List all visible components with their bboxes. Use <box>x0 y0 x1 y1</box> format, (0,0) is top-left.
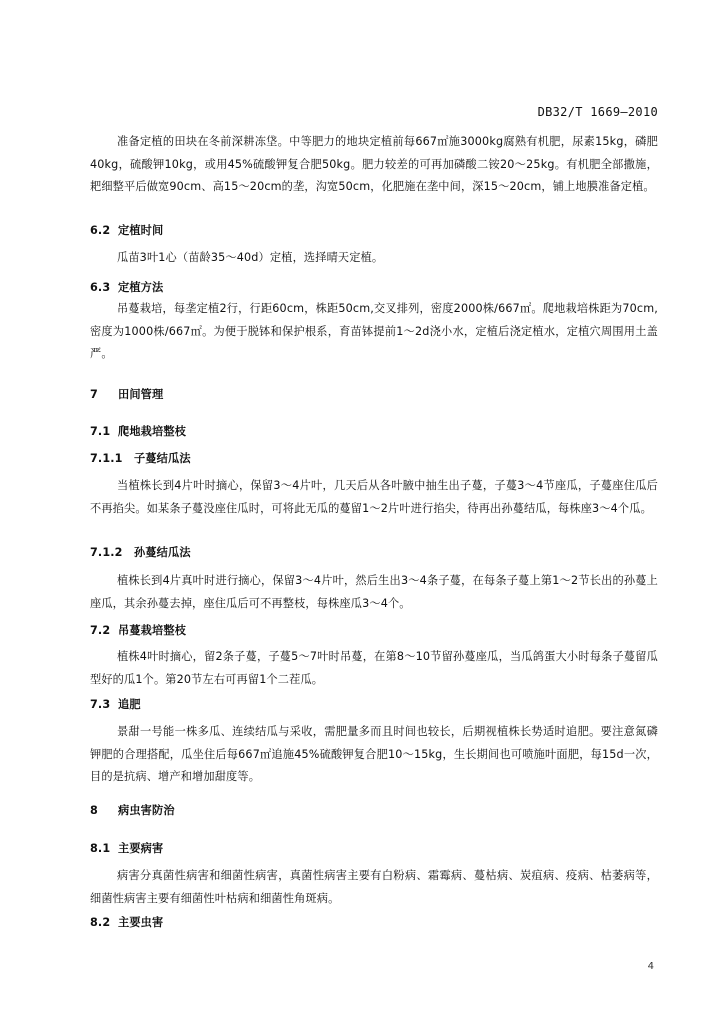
section-title: 田间管理 <box>118 388 164 401</box>
section-title: 吊蔓栽培整枝 <box>118 624 187 637</box>
page-number: 4 <box>647 961 654 972</box>
section-title: 病虫害防治 <box>118 804 175 817</box>
section-heading-6-3 <box>90 280 163 296</box>
section-number: 7.3 <box>90 698 111 711</box>
section-title: 定植方法 <box>118 281 164 294</box>
section-heading-7-3 <box>90 697 141 713</box>
standard-code: DB32/T 1669—2010 <box>537 105 658 119</box>
section-number: 6.3 <box>90 281 111 294</box>
section-number: 8.2 <box>90 916 111 929</box>
paragraph-child-vine-method: 当植株长到4片叶时摘心，保留3～4片叶，几天后从各叶腋中抽生出子蔓，子蔓3～4节座瓜，子蔓座住瓜后不再掐尖。如某条子蔓没座住瓜时，可将此无瓜的蔓留1～2片叶进行掐尖，待再出孙蔓结瓜，每株座3～4个瓜。 <box>90 479 658 515</box>
section-title: 孙蔓结瓜法 <box>134 546 191 559</box>
chapter-heading-7 <box>90 387 163 403</box>
section-number: 7 <box>90 388 98 401</box>
section-heading-6-2 <box>90 223 163 239</box>
section-heading-7-2 <box>90 623 186 639</box>
section-heading-8-1 <box>90 841 163 857</box>
section-heading-7-1-2 <box>90 545 191 561</box>
paragraph-planting-time: 瓜苗3叶1心（苗龄35～40d）定植，选择晴天定植。 <box>117 251 384 264</box>
section-number: 7.1 <box>90 425 111 438</box>
section-title: 追肥 <box>118 698 141 711</box>
section-number: 6.2 <box>90 224 111 237</box>
paragraph-hanging-vine-pruning: 植株4叶时摘心，留2条子蔓，子蔓5～7叶时吊蔓，在第8～10节留孙蔓座瓜，当瓜鸽蛋大小时每条子蔓留瓜型好的瓜1个。第20节左右可再留1个二茬瓜。 <box>90 650 658 686</box>
paragraph-top-dressing: 景甜一号能一株多瓜、连续结瓜与采收，需肥量多而且时间也较长，后期视植株长势适时追肥。要注意氮磷钾肥的合理搭配，瓜坐住后每667㎡追施45%硫酸钾复合肥10～15kg，生长期间也可喷施叶面肥，每15d一次，目的是抗病、增产和增加甜度等。 <box>90 725 658 783</box>
section-title: 子蔓结瓜法 <box>134 452 191 465</box>
section-number: 8.1 <box>90 842 111 855</box>
section-number: 7.1.2 <box>90 546 123 559</box>
section-heading-7-1 <box>90 424 186 440</box>
section-number: 7.2 <box>90 624 111 637</box>
section-title: 主要病害 <box>118 842 164 855</box>
section-heading-7-1-1 <box>90 451 191 467</box>
section-title: 定植时间 <box>118 224 164 237</box>
section-title: 主要虫害 <box>118 916 164 929</box>
paragraph-grandchild-vine-method: 植株长到4片真叶时进行摘心，保留3～4片叶，然后生出3～4条子蔓，在每条子蔓上第1～2节长出的孙蔓上座瓜，其余孙蔓去掉，座住瓜后可不再整枝，每株座瓜3～4个。 <box>90 574 658 610</box>
section-title: 爬地栽培整枝 <box>118 425 187 438</box>
section-heading-8-2 <box>90 915 163 931</box>
section-number: 8 <box>90 804 98 817</box>
section-number: 7.1.1 <box>90 452 123 465</box>
chapter-heading-8 <box>90 803 175 819</box>
paragraph-field-preparation: 准备定植的田块在冬前深耕冻垡。中等肥力的地块定植前每667㎡施3000kg腐熟有机肥，尿素15kg，磷肥40kg，硫酸钾10kg，或用45%硫酸钾复合肥50kg。肥力较差的可再加磷酸二铵20～25kg。有机肥全部撒施，耙细整平后做宽90cm、高15～20cm的垄，沟宽50cm，化肥施在垄中间，深15～20cm，铺上地膜准备定植。 <box>90 135 658 193</box>
paragraph-main-diseases: 病害分真菌性病害和细菌性病害，真菌性病害主要有白粉病、霜霉病、蔓枯病、炭疽病、疫病、枯萎病等，细菌性病害主要有细菌性叶枯病和细菌性角斑病。 <box>90 869 658 905</box>
paragraph-planting-method: 吊蔓栽培，每垄定植2行，行距60cm，株距50cm,交叉排列，密度2000株/667㎡。爬地栽培株距为70cm,密度为1000株/667㎡。为便于脱钵和保护根系，育苗钵提前1～2d浇小水，定植后浇定植水，定植穴周围用土盖严。 <box>90 302 658 360</box>
